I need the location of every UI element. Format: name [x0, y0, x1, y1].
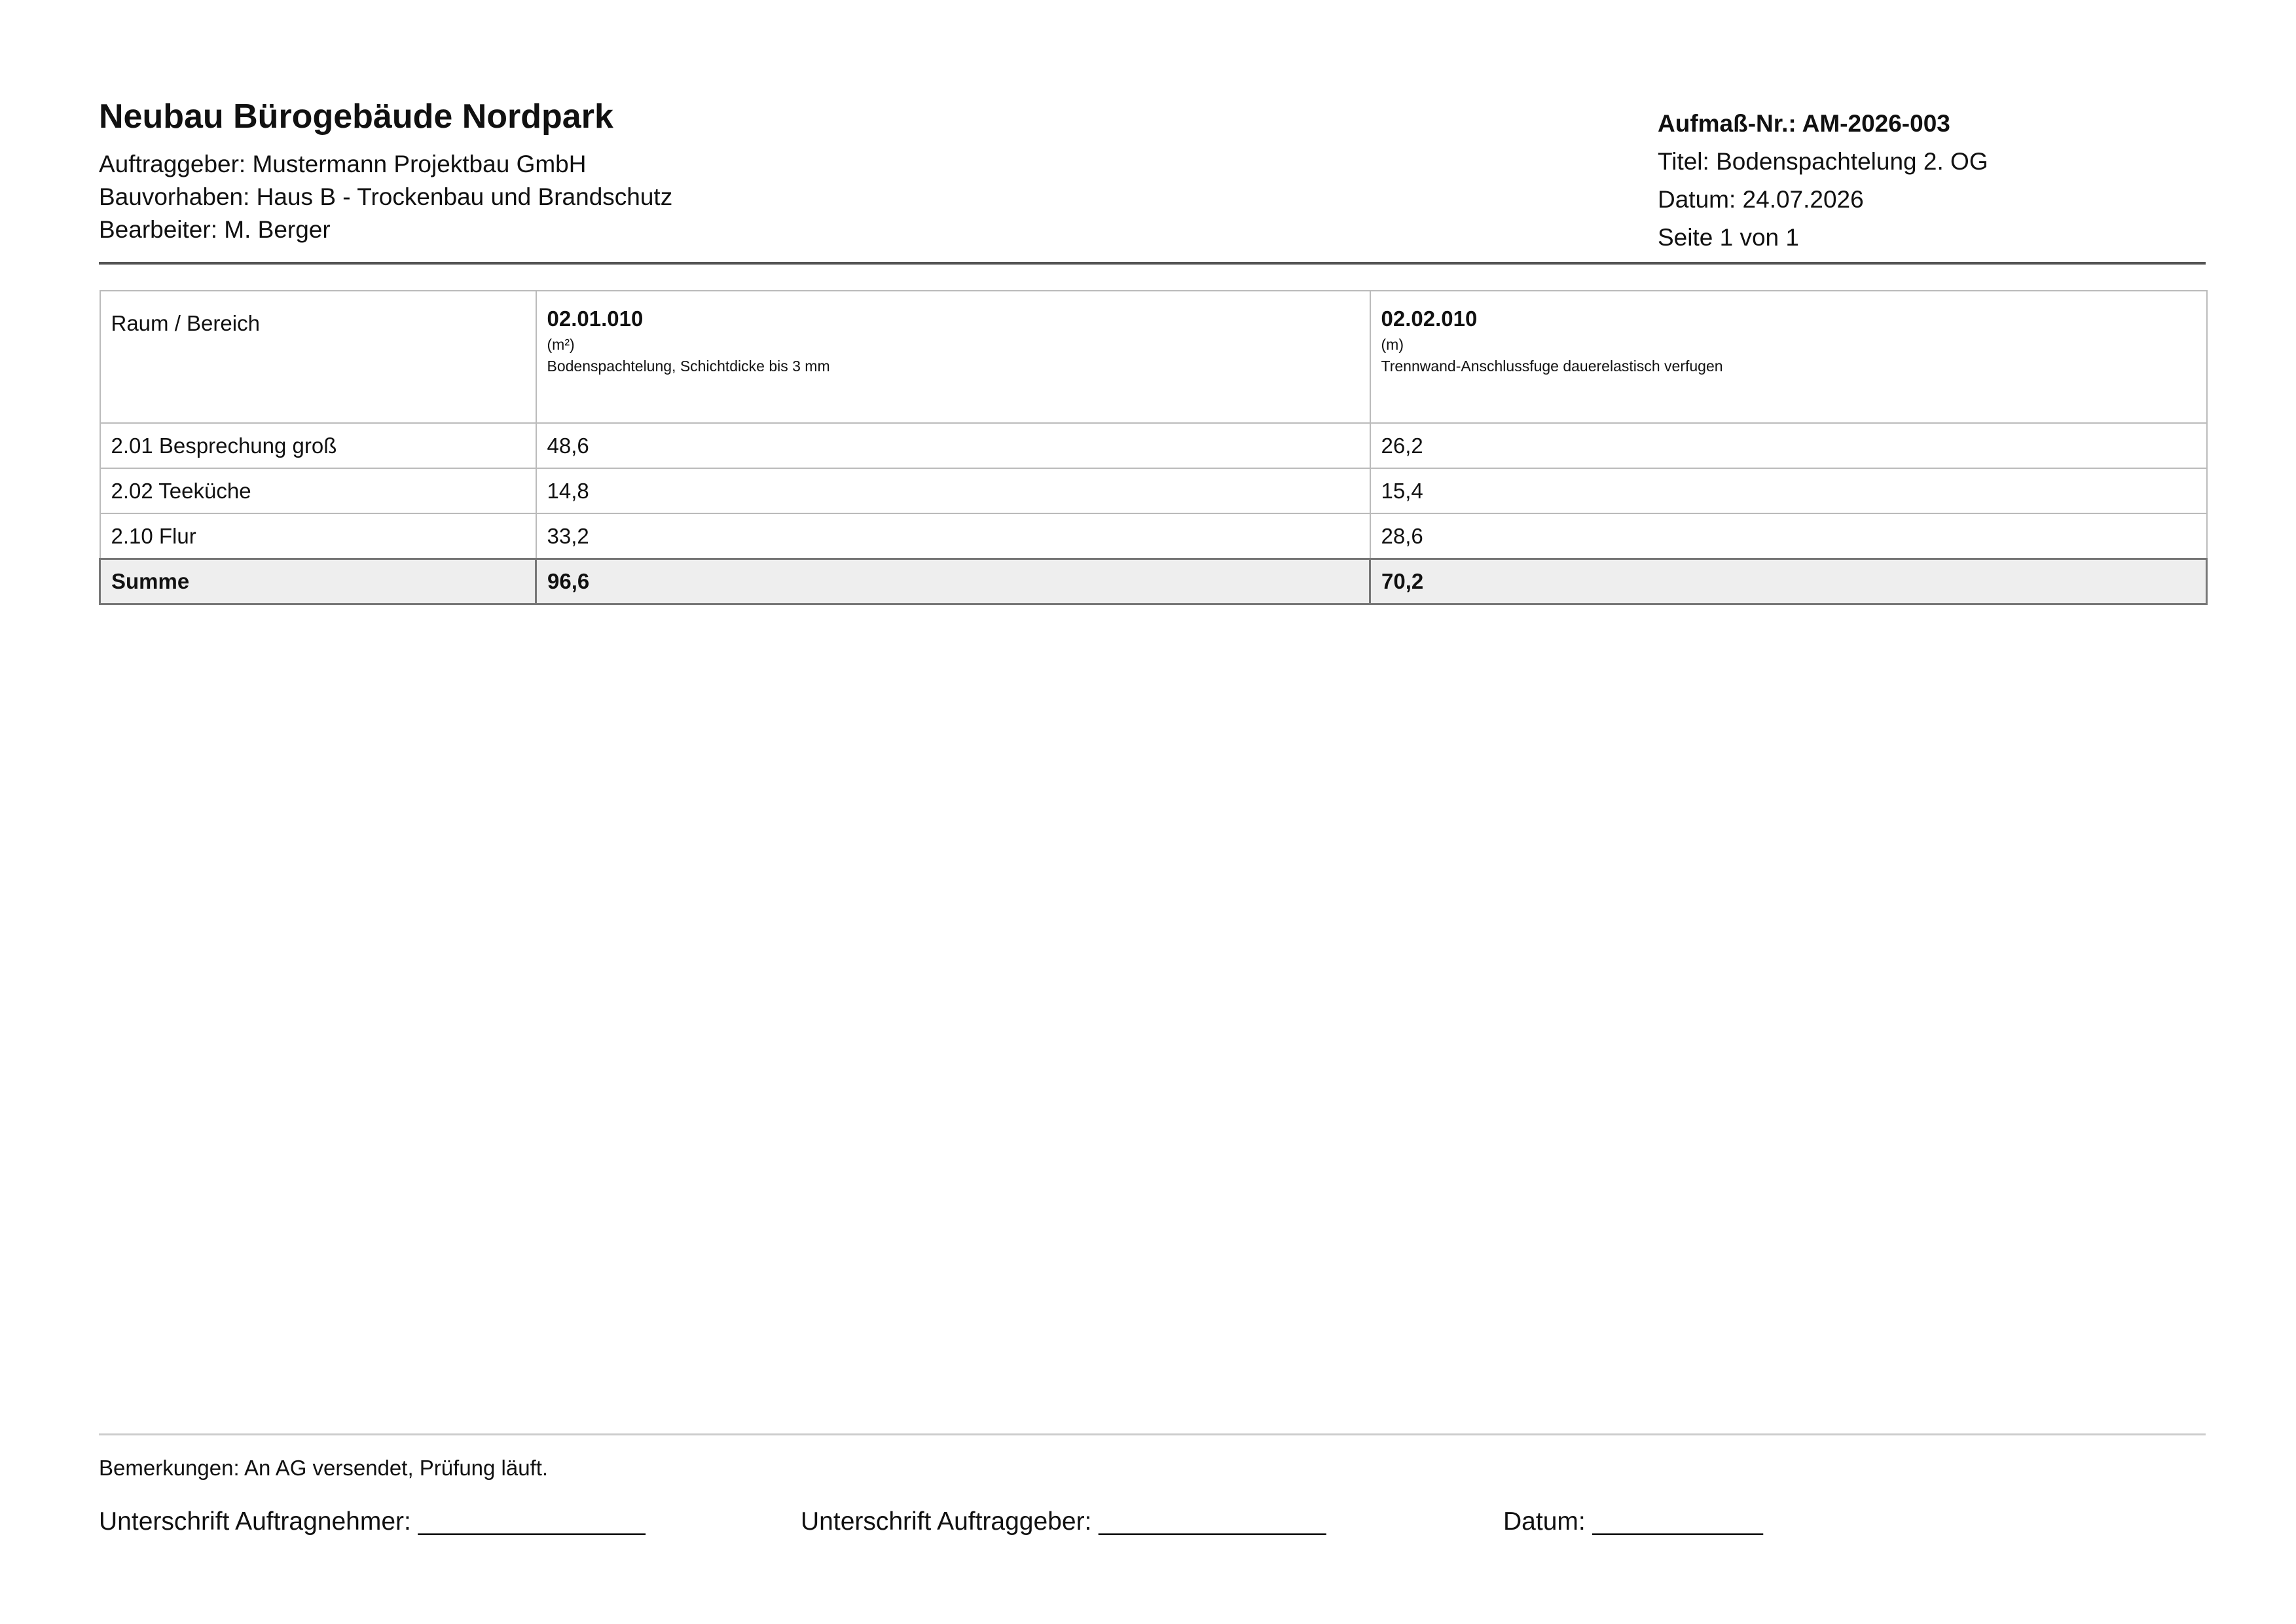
quantity-cell: 15,4: [1370, 468, 2207, 513]
table-row: [100, 423, 2207, 468]
header-divider: [99, 262, 2206, 265]
measurement-table-container: [99, 290, 2206, 605]
room-cell: 2.01 Besprechung groß: [100, 423, 536, 468]
signature-date: Datum: ____________: [1503, 1507, 1763, 1536]
table-header-row: [100, 291, 2207, 423]
remarks: Bemerkungen: An AG versendet, Prüfung läuft.: [99, 1456, 549, 1480]
sum-cell: 70,2: [1370, 559, 2207, 604]
position-code: 02.01.010: [547, 306, 644, 331]
position-column-header: [1370, 291, 2207, 423]
quantity-cell: 33,2: [536, 513, 1370, 559]
document-number: Aufmaß-Nr.: AM-2026-003: [1658, 110, 1950, 137]
sum-row: [100, 559, 2207, 604]
editor-line: Bearbeiter: M. Berger: [99, 216, 331, 243]
signature-client: Unterschrift Auftraggeber: ________________: [801, 1507, 1326, 1536]
table-row: [100, 468, 2207, 513]
signature-contractor: Unterschrift Auftragnehmer: ________________: [99, 1507, 646, 1536]
client-line: Auftraggeber: Mustermann Projektbau GmbH: [99, 151, 587, 177]
project-title: Neubau Bürogebäude Nordpark: [99, 98, 613, 136]
document-info: [1658, 105, 2195, 257]
quantity-cell: 48,6: [536, 423, 1370, 468]
room-cell: 2.10 Flur: [100, 513, 536, 559]
table-row: [100, 513, 2207, 559]
position-unit: (m): [1381, 336, 1404, 353]
position-description: Bodenspachtelung, Schichtdicke bis 3 mm: [547, 358, 830, 375]
quantity-cell: 26,2: [1370, 423, 2207, 468]
page-indicator: Seite 1 von 1: [1658, 224, 1799, 251]
room-cell: 2.02 Teeküche: [100, 468, 536, 513]
position-column-header: [536, 291, 1370, 423]
position-code: 02.02.010: [1381, 306, 1478, 331]
project-info: [99, 97, 1277, 246]
measurement-table: [99, 290, 2208, 605]
room-column-header: Raum / Bereich: [100, 291, 536, 423]
quantity-cell: 14,8: [536, 468, 1370, 513]
footer-divider: [99, 1433, 2206, 1435]
project-line: Bauvorhaben: Haus B - Trockenbau und Brandschutz: [99, 183, 673, 210]
sum-label: Summe: [100, 559, 536, 604]
sum-cell: 96,6: [536, 559, 1370, 604]
document-date: Datum: 24.07.2026: [1658, 186, 1864, 213]
document-title: Titel: Bodenspachtelung 2. OG: [1658, 148, 1988, 175]
position-description: Trennwand-Anschlussfuge dauerelastisch verfugen: [1381, 358, 1723, 375]
quantity-cell: 28,6: [1370, 513, 2207, 559]
position-unit: (m²): [547, 336, 575, 353]
